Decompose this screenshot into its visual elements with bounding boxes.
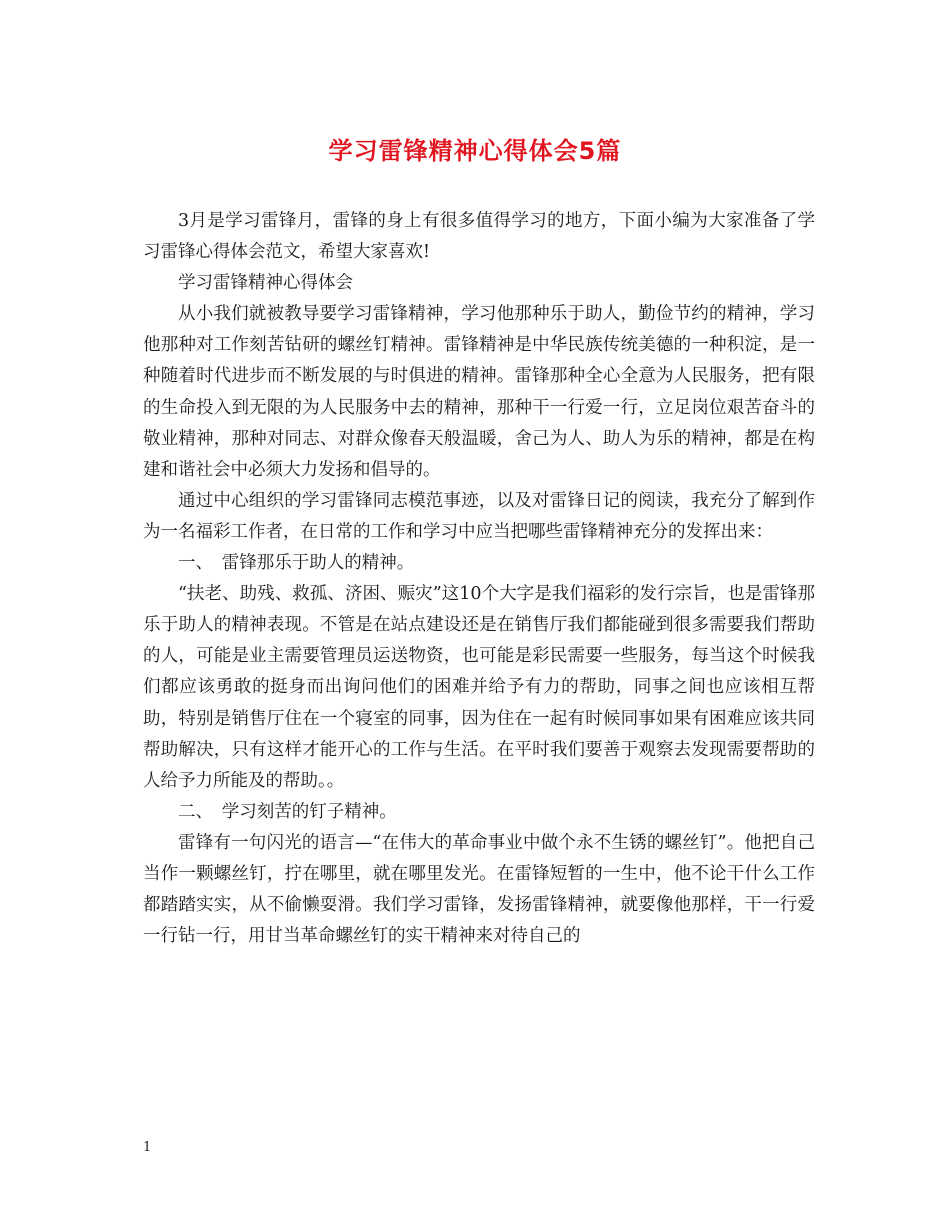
paragraph: 通过中心组织的学习雷锋同志模范事迹，以及对雷锋日记的阅读，我充分了解到作为一名福彩工作者，在日常的工作和学习中应当把哪些雷锋精神充分的发挥出来： bbox=[143, 490, 815, 542]
document-body bbox=[143, 206, 815, 952]
section-heading: 学习雷锋精神心得体会 bbox=[178, 273, 353, 294]
paragraph: 雷锋有一句闪光的语言—“在伟大的革命事业中做个永不生锈的螺丝钉”。他把自己当作一颗螺丝钉，拧在哪里，就在哪里发光。在雷锋短暂的一生中，他不论干什么工作都踏踏实实，从不偷懒耍滑。我们学习雷锋，发扬雷锋精神，就要像他那样，干一行爱一行钻一行，用甘当革命螺丝钉的实干精神来对待自己的 bbox=[143, 832, 815, 947]
subsection-heading: 二、 学习刻苦的钉子精神。 bbox=[178, 801, 397, 822]
page-number: 1 bbox=[143, 1140, 152, 1155]
paragraph: “扶老、助残、救孤、济困、赈灾”这10个大字是我们福彩的发行宗旨，也是雷锋那乐于助人的精神表现。不管是在站点建设还是在销售厅我们都能碰到很多需要我们帮助的人，可能是业主需要管理员运送物资，也可能是彩民需要一些服务，每当这个时候我们都应该勇敢的挺身而出询问他们的困难并给予有力的帮助，同事之间也应该相互帮助，特别是销售厅住在一个寝室的同事，因为住在一起有时候同事如果有困难应该共同帮助解决，只有这样才能开心的工作与生活。在平时我们要善于观察去发现需要帮助的人给予力所能及的帮助。。 bbox=[143, 584, 815, 791]
subsection-heading: 一、 雷锋那乐于助人的精神。 bbox=[178, 553, 415, 574]
document-title: 学习雷锋精神心得体会5篇 bbox=[328, 137, 622, 165]
paragraph-intro: 3月是学习雷锋月，雷锋的身上有很多值得学习的地方，下面小编为大家准备了学习雷锋心得体会范文，希望大家喜欢! bbox=[143, 211, 815, 263]
paragraph: 从小我们就被教导要学习雷锋精神，学习他那种乐于助人，勤俭节约的精神，学习他那种对工作刻苦钻研的螺丝钉精神。雷锋精神是中华民族传统美德的一种积淀，是一种随着时代进步而不断发展的与时俱进的精神。雷锋那种全心全意为人民服务，把有限的生命投入到无限的为人民服务中去的精神，那种干一行爱一行，立足岗位艰苦奋斗的敬业精神，那种对同志、对群众像春天般温暖，舍己为人、助人为乐的精神，都是在构建和谐社会中必须大力发扬和倡导的。 bbox=[143, 304, 815, 480]
